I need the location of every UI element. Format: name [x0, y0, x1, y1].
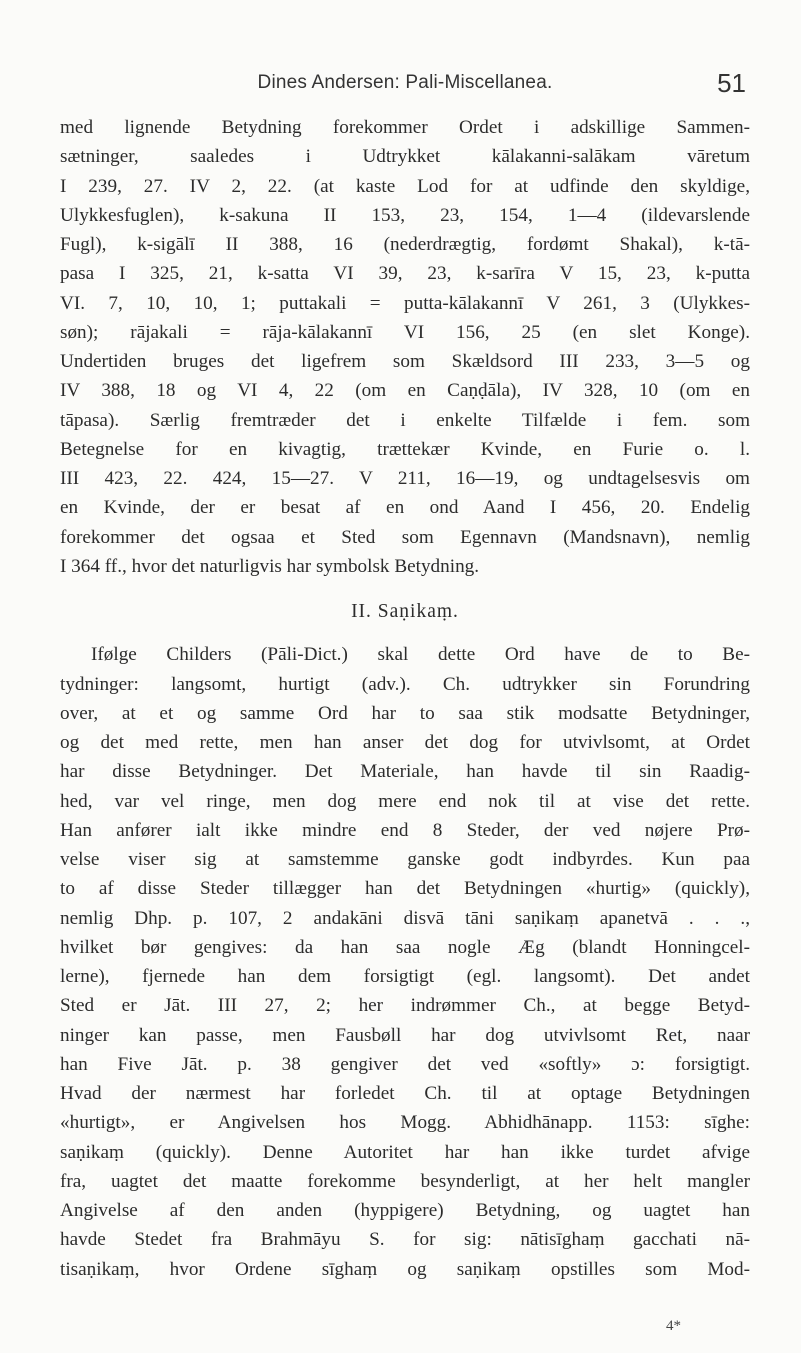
- text-line: hed, var vel ringe, men dog mere end nok til at vise det rette.: [60, 790, 750, 812]
- text-line: Sted er Jāt. III 27, 2; her indrømmer Ch., at begge Betyd-: [60, 995, 750, 1017]
- text-line: en Kvinde, der er besat af en ond Aand I 456, 20. Endelig: [60, 497, 750, 519]
- text-line: lerne), fjernede han dem forsigtigt (egl. langsomt). Det andet: [60, 966, 750, 987]
- text-line: Undertiden bruges det ligefrem som Skældsord III 233, 3—5 og: [60, 351, 750, 372]
- text-line: Fugl), k-sigālī II 388, 16 (nederdrægtig, fordømt Shakal), k-tā-: [60, 234, 750, 255]
- text-line: tāpasa). Særlig fremtræder det i enkelte Tilfælde i fem. som: [60, 409, 750, 431]
- text-line: søn); rājakali = rāja-kālakannī VI 156, 25 (en slet Konge).: [60, 321, 750, 343]
- text-line: tisaṇikaṃ, hvor Ordene sīghaṃ og saṇikaṃ opstilles som Mod-: [60, 1258, 750, 1280]
- text-line: saṇikaṃ (quickly). Denne Autoritet har han ikke turdet afvige: [60, 1141, 750, 1163]
- section-1-paragraph: [60, 113, 750, 581]
- text-line: Betegnelse for en kivagtig, trættekær Kvinde, en Furie o. l.: [60, 438, 750, 460]
- running-title: Dines Andersen: Pali-Miscellanea.: [257, 72, 553, 93]
- text-line: ninger kan passe, men Fausbøll har dog utvivlsomt Ret, naar: [60, 1024, 750, 1046]
- text-line: med lignende Betydning forekommer Ordet i adskillige Sammen-: [60, 117, 750, 138]
- section-heading: II. Saṇikaṃ.: [351, 601, 459, 622]
- text-line: Han anfører ialt ikke mindre end 8 Steder, der ved nøjere Prø-: [60, 819, 750, 841]
- text-line: han Five Jāt. p. 38 gengiver det ved «softly» ɔ: forsigtigt.: [60, 1053, 750, 1075]
- text-line: forekommer det ogsaa et Sted som Egennavn (Mandsnavn), nemlig: [60, 526, 750, 548]
- text-line: Hvad der nærmest har forledet Ch. til at optage Betydningen: [60, 1083, 750, 1104]
- text-line: VI. 7, 10, 10, 1; puttakali = putta-kālakannī V 261, 3 (Ulykkes-: [60, 292, 750, 314]
- text-line: og det med rette, men han anser det dog for utvivlsomt, at Ordet: [60, 732, 750, 753]
- text-line: fra, uagtet det maatte forekomme besynderligt, at her helt mangler: [60, 1170, 750, 1192]
- text-line: «hurtigt», er Angivelsen hos Mogg. Abhidhānapp. 1153: sīghe:: [60, 1112, 750, 1134]
- signature-mark: 4*: [666, 1318, 681, 1334]
- text-line: III 423, 22. 424, 15—27. V 211, 16—19, og undtagelsesvis om: [60, 468, 750, 489]
- text-line: Angivelse af den anden (hyppigere) Betydning, og uagtet han: [60, 1200, 750, 1221]
- body-text: [60, 113, 750, 1284]
- text-line: IV 388, 18 og VI 4, 22 (om en Caṇḍāla), IV 328, 10 (om en: [60, 380, 750, 402]
- text-line: nemlig Dhp. p. 107, 2 andakāni disvā tāni saṇikaṃ apanetvā . . .,: [60, 907, 750, 929]
- text-line: I 364 ff., hvor det naturligvis har symbolsk Betydning.: [60, 555, 480, 577]
- text-line: over, at et og samme Ord har to saa stik modsatte Betydninger,: [60, 702, 750, 724]
- text-line: Ulykkesfuglen), k-sakuna II 153, 23, 154, 1—4 (ildevarslende: [60, 204, 750, 226]
- text-line: hvilket bør gengives: da han saa nogle Æg (blandt Honningcel-: [60, 936, 750, 958]
- text-line: I 239, 27. IV 2, 22. (at kaste Lod for at udfinde den skyldige,: [60, 175, 750, 197]
- text-line: velse viser sig at samstemme ganske godt indbyrdes. Kun paa: [60, 849, 750, 870]
- text-line: pasa I 325, 21, k-satta VI 39, 23, k-sarīra V 15, 23, k-putta: [60, 263, 750, 285]
- text-line: to af disse Steder tillægger han det Betydningen «hurtig» (quickly),: [60, 878, 750, 900]
- text-line: havde Stedet fra Brahmāyu S. for sig: nātisīghaṃ gacchati nā-: [60, 1229, 750, 1251]
- text-line: tydninger: langsomt, hurtigt (adv.). Ch. udtrykker sin Forundring: [60, 673, 750, 695]
- text-line: har disse Betydninger. Det Materiale, han havde til sin Raadig-: [60, 761, 750, 783]
- text-line: Ifølge Childers (Pāli-Dict.) skal dette Ord have de to Be-: [91, 644, 750, 666]
- text-line: sætninger, saaledes i Udtrykket kālakanni-salākam vāretum: [60, 146, 750, 168]
- page-number: 51: [717, 68, 746, 98]
- running-head: [60, 68, 750, 102]
- section-2-paragraph: [60, 640, 750, 1284]
